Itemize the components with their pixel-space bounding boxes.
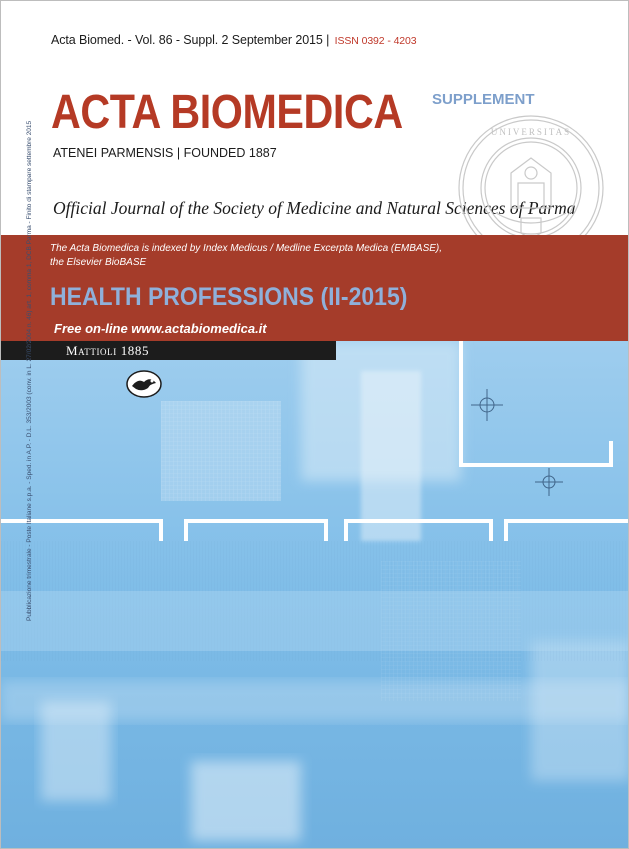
issn-text: ISSN 0392 - 4203 [334,35,417,47]
website-link[interactable]: Free on-line www.actabiomedica.it [54,321,267,336]
indexed-line-1: The Acta Biomedica is indexed by Index Medicus / Medline Excerpta Medica (EMBASE), [50,243,443,254]
indexed-line-2: the Elsevier BioBASE [50,256,147,268]
publisher-bar [1,341,336,360]
supplement-label: SUPPLEMENT [432,91,535,108]
issue-line [51,33,417,47]
official-journal-line: Official Journal of the Society of Medicine and Natural Sciences of Parma [53,198,576,218]
issue-theme: HEALTH PROFESSIONS (II-2015) [50,283,408,311]
issue-text: Acta Biomed. - Vol. 86 - Suppl. 2 September 2015 | [51,33,330,47]
indexed-note [50,242,470,269]
svg-text:UNIVERSITAS: UNIVERSITAS [490,127,572,137]
publisher-name: Mattioli 1885 [66,343,150,358]
mattioli-logo-icon [126,370,162,398]
journal-title: ACTA BIOMEDICA [51,86,403,139]
cover-artwork [1,341,629,849]
side-publication-note: Pubblicazione trimestrale - Poste Italiane s.p.a. - Sped. in A.P. - D.L. 353/2003 (conv. in L. 27/02/2004 n. 46) art. 1, comma 1, DCB Parma - Finito di stampare settembre 2015 [26,120,33,621]
journal-subtitle: ATENEI PARMENSIS | FOUNDED 1887 [53,146,277,160]
